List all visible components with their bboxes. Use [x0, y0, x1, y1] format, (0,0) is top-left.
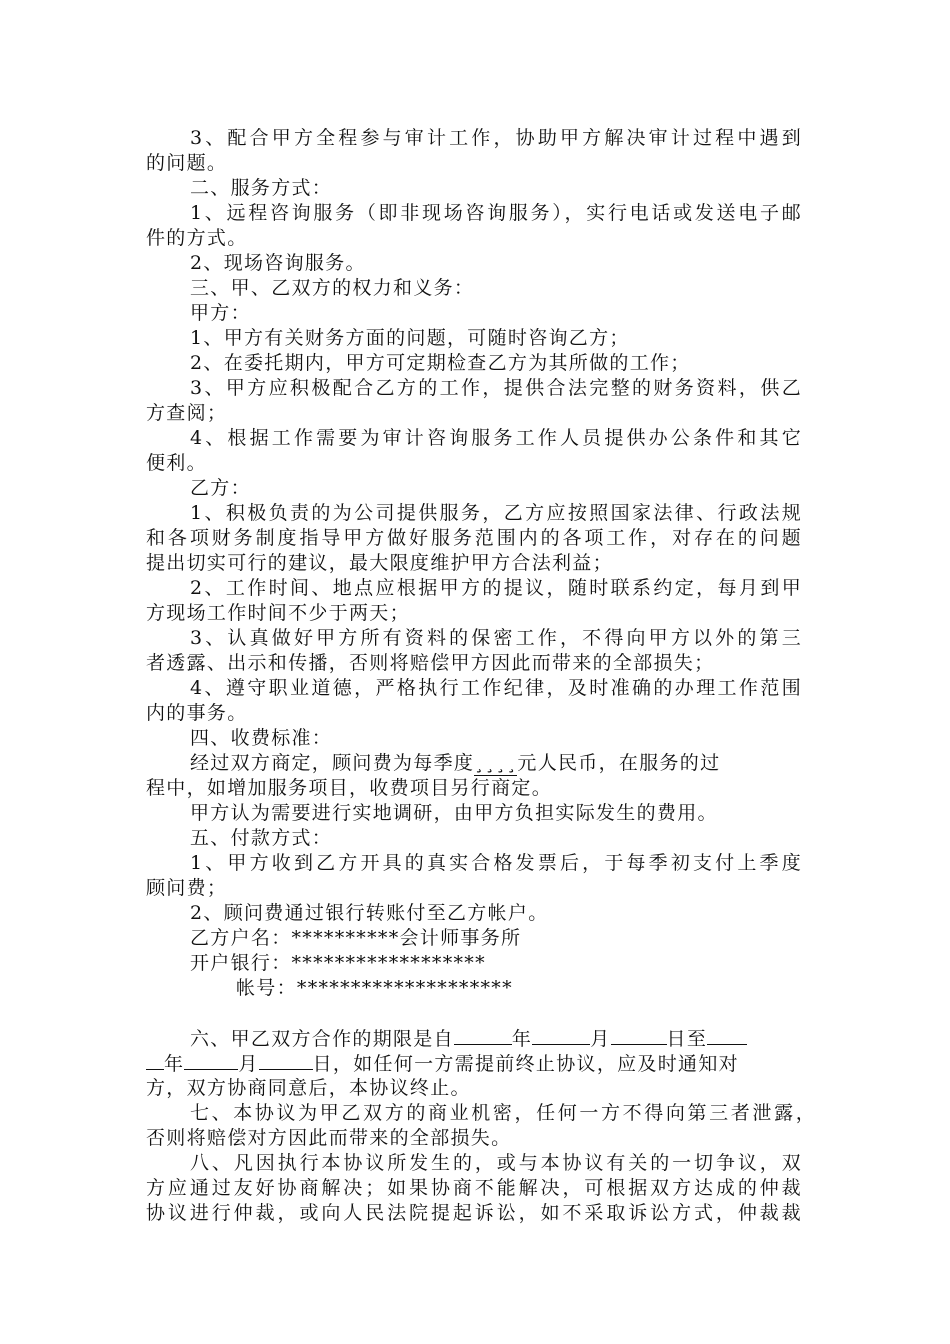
paragraph-line: 4、遵守职业道德，严格执行工作纪律，及时准确的办理工作范围 — [190, 677, 802, 699]
paragraph-line: 七、本协议为甲乙双方的商业机密，任何一方不得向第三者泄露， — [190, 1102, 816, 1124]
start-year-blank — [454, 1026, 512, 1045]
paragraph-line — [190, 751, 720, 775]
end-year-blank — [146, 1051, 164, 1070]
term-day-to: 日至 — [666, 1028, 708, 1050]
paragraph-line: 甲方认为需要进行实地调研，由甲方负担实际发生的费用。 — [190, 802, 718, 824]
fee-text-start: 经过双方商定，顾问费为每季度 — [190, 752, 475, 774]
paragraph-line: 2、工作时间、地点应根据甲方的提议，随时联系约定，每月到甲 — [190, 577, 802, 599]
paragraph-line: 方现场工作时间不少于两天； — [146, 602, 410, 624]
paragraph-line: 3、认真做好甲方所有资料的保密工作，不得向甲方以外的第三 — [190, 627, 802, 649]
end-day-blank — [259, 1051, 313, 1070]
paragraph-line: 件的方式。 — [146, 227, 248, 249]
section-heading: 二、服务方式： — [190, 177, 333, 199]
paragraph-line: 程中，如增加服务项目，收费项目另行商定。 — [146, 777, 553, 799]
term-text: 六、甲乙双方合作的期限是自 — [190, 1028, 454, 1050]
party-label: 乙方： — [190, 477, 251, 499]
paragraph-line: 协议进行仲裁，或向人民法院提起诉讼，如不采取诉讼方式，仲裁裁 — [146, 1202, 802, 1224]
account-bank: 开户银行：****************** — [190, 952, 486, 974]
account-name: 乙方户名：**********会计师事务所 — [190, 927, 522, 949]
party-label: 甲方： — [190, 302, 251, 324]
account-number: 帐号：******************** — [236, 977, 513, 999]
paragraph-line: 内的事务。 — [146, 702, 248, 724]
paragraph-line: 4、根据工作需要为审计咨询服务工作人员提供办公条件和其它 — [190, 427, 802, 449]
paragraph-line: 提出切实可行的建议，最大限度维护甲方合法利益； — [146, 552, 613, 574]
term-year: 年 — [511, 1028, 533, 1050]
paragraph-line: 方，双方协商同意后，本协议终止。 — [146, 1077, 471, 1099]
paragraph-line: 2、现场咨询服务。 — [190, 252, 366, 274]
end-year: 年 — [164, 1053, 185, 1075]
section-heading: 三、甲、乙双方的权力和义务： — [190, 277, 475, 299]
fee-text-end: 元人民币，在服务的过 — [517, 752, 721, 774]
section-heading: 四、收费标准： — [190, 727, 333, 749]
paragraph-line: 1、甲方有关财务方面的问题，可随时咨询乙方； — [190, 327, 630, 349]
paragraph-line: 便利。 — [146, 452, 207, 474]
paragraph-line: 八、凡因执行本协议所发生的，或与本协议有关的一切争议，双 — [190, 1152, 802, 1174]
end-month-blank — [184, 1051, 238, 1070]
paragraph-line: 2、顾问费通过银行转账付至乙方帐户。 — [190, 902, 549, 924]
paragraph-line: 者透露、出示和传播，否则将赔偿甲方因此而带来的全部损失； — [146, 652, 715, 674]
paragraph-line: 3、甲方应积极配合乙方的工作，提供合法完整的财务资料，供乙 — [190, 377, 802, 399]
paragraph-line: 1、积极负责的为公司提供服务，乙方应按照国家法律、行政法规 — [190, 502, 802, 524]
term-month: 月 — [590, 1028, 611, 1050]
paragraph-line: 的问题。 — [146, 152, 228, 174]
fee-amount-field: ¸¸¸¸ — [474, 752, 518, 774]
start-day-blank — [611, 1026, 667, 1045]
term-rest: 日，如任何一方需提前终止协议，应及时通知对 — [312, 1053, 739, 1075]
paragraph-line: 1、甲方收到乙方开具的真实合格发票后，于每季初支付上季度 — [190, 852, 802, 874]
end-year-blank-part — [707, 1026, 747, 1045]
paragraph-line: 和各项财务制度指导甲方做好服务范围内的各项工作，对存在的问题 — [146, 527, 802, 549]
term-line-1 — [190, 1026, 747, 1050]
paragraph-line: 3、配合甲方全程参与审计工作，协助甲方解决审计过程中遇到 — [190, 127, 802, 149]
term-line-2 — [146, 1051, 739, 1075]
section-heading: 五、付款方式： — [190, 827, 333, 849]
start-month-blank — [532, 1026, 590, 1045]
paragraph-line: 顾问费； — [146, 877, 228, 899]
paragraph-line: 否则将赔偿对方因此而带来的全部损失。 — [146, 1127, 512, 1149]
paragraph-line: 2、在委托期内，甲方可定期检查乙方为其所做的工作； — [190, 352, 691, 374]
end-month: 月 — [238, 1053, 259, 1075]
paragraph-line: 方查阅； — [146, 402, 228, 424]
paragraph-line: 1、远程咨询服务（即非现场咨询服务），实行电话或发送电子邮 — [190, 202, 802, 224]
paragraph-line: 方应通过友好协商解决；如果协商不能解决，可根据双方达成的仲裁 — [146, 1177, 802, 1199]
